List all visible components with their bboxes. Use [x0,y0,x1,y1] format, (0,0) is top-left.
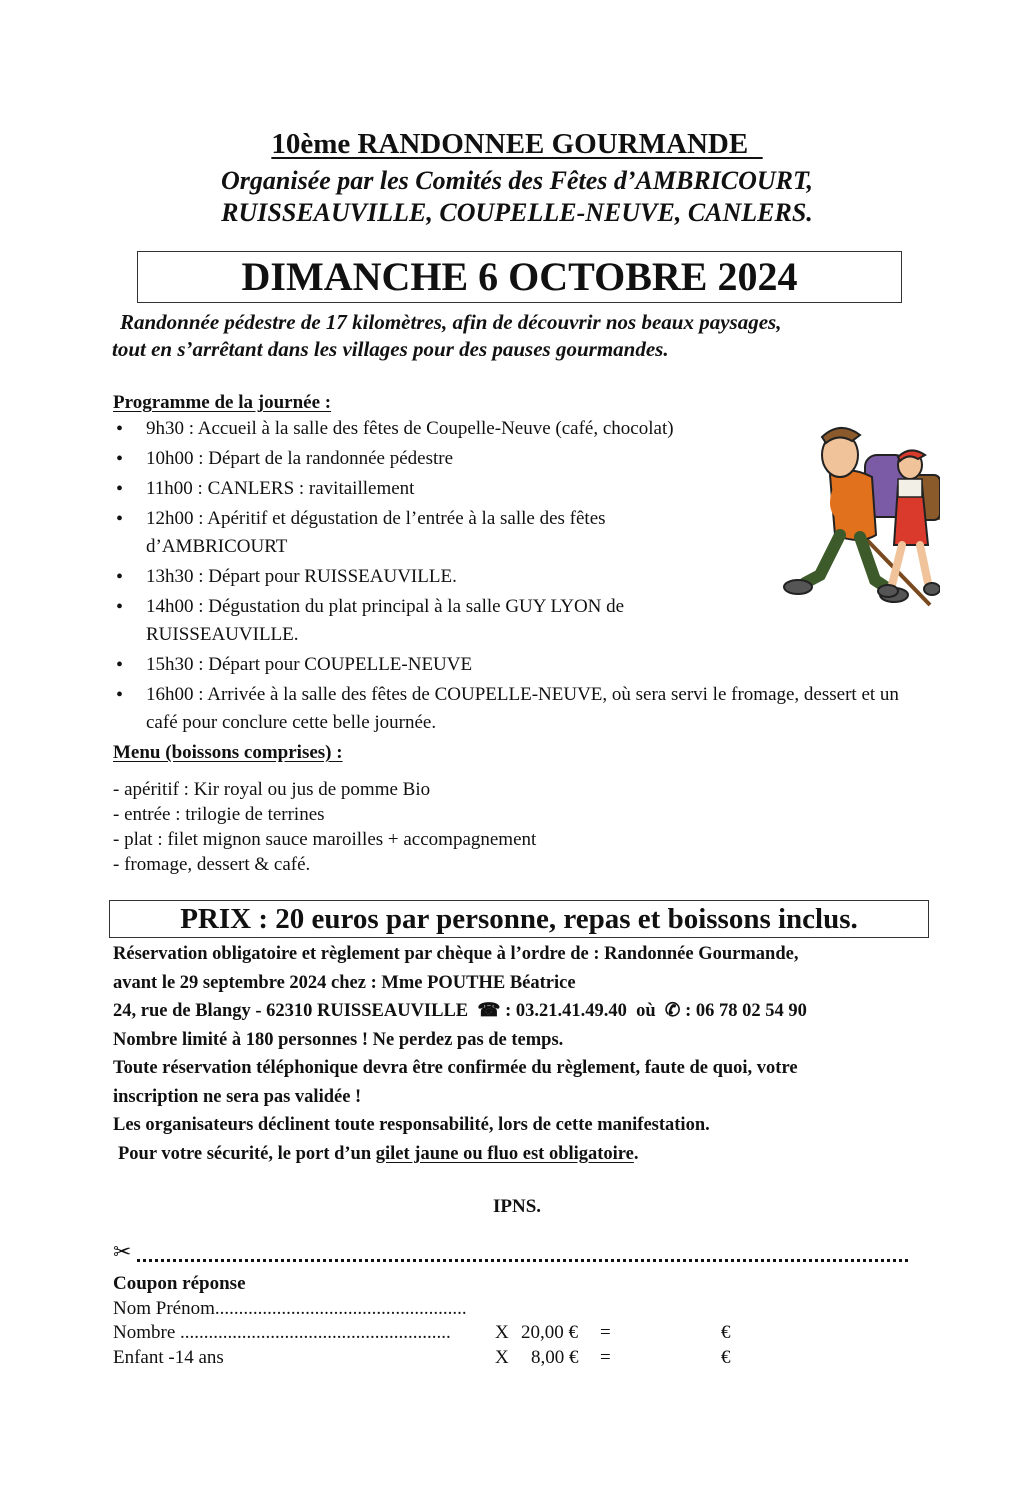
cut-line [113,1240,908,1266]
menu-list [113,777,536,877]
menu-item: - plat : filet mignon sauce maroilles + accompagnement [113,829,537,850]
menu-item: - entrée : trilogie de terrines [113,804,325,825]
programme-item: • 14h00 : Dégustation du plat principal à la salle GUY LYON de RUISSEAUVILLE. [113,593,711,649]
programme-item: • 16h00 : Arrivée à la salle des fêtes de COUPELLE-NEUVE, où sera servi le fromage, dessert et un café pour conclure cette belle journée. [113,681,906,737]
equals-sign: = [600,1346,611,1368]
phone-number: : 03.21.41.49.40 [505,1001,627,1021]
reservation-block [113,940,943,1168]
intro-line-1: Randonnée pédestre de 17 kilomètres, afin de découvrir nos beaux paysages, [120,310,782,334]
programme-item: • 15h30 : Départ pour COUPELLE-NEUVE [113,651,903,679]
contact-line [113,997,943,1026]
price-box: PRIX : 20 euros par personne, repas et boissons inclus. [109,900,929,938]
adult-row [113,1321,813,1346]
adult-price: 20,00 € [521,1322,578,1343]
programme-item: • 9h30 : Accueil à la salle des fêtes de Coupelle-Neuve (café, chocolat) [113,415,903,443]
page-title: 10ème RANDONNEE GOURMANDE [271,128,763,160]
phone-icon: ☎ [477,1001,501,1021]
programme-item: • 12h00 : Apéritif et dégustation de l’entrée à la salle des fêtes d’AMBRICOURT [113,505,706,561]
intro-line-2: tout en s’arrêtant dans les villages pour des pauses gourmandes. [112,337,669,361]
menu-heading: Menu (boissons comprises) : [113,742,343,763]
multiply-sign: X [495,1346,509,1368]
child-label: Enfant -14 ans [113,1346,224,1368]
dotted-separator [137,1259,908,1262]
reservation-line: Nombre limité à 180 personnes ! Ne perdez pas de temps. [113,1029,564,1050]
programme-item: • 13h30 : Départ pour RUISSEAUVILLE. [113,563,903,591]
mobile-number: : 06 78 02 54 90 [685,1001,807,1021]
reservation-line: avant le 29 septembre 2024 chez : Mme POUTHE Béatrice [113,972,576,993]
hikers-illustration [780,415,940,610]
safety-requirement: gilet jaune ou fluo est obligatoire [375,1143,634,1164]
programme-heading: Programme de la journée : [113,392,332,413]
coupon-form [113,1272,813,1370]
scissors-icon: ✂ [113,1240,132,1265]
organizers-line-1: Organisée par les Comités des Fêtes d’AMBRICOURT, [220,166,814,195]
menu-item: - fromage, dessert & café. [113,854,311,875]
reservation-line: Réservation obligatoire et règlement par chèque à l’ordre de : Randonnée Gourmande, [113,944,799,964]
address: 24, rue de Blangy - 62310 RUISSEAUVILLE [113,1001,469,1021]
ipns-label: IPNS. [492,1196,542,1217]
or-word: où [636,1001,656,1021]
child-row [113,1346,813,1371]
reservation-line: Les organisateurs déclinent toute responsabilité, lors de cette manifestation. [113,1115,710,1135]
safety-prefix: Pour votre sécurité, le port d’un [118,1143,376,1164]
multiply-sign: X [495,1322,509,1343]
menu-item: - apéritif : Kir royal ou jus de pomme Bio [113,779,431,800]
reservation-line: Toute réservation téléphonique devra être confirmée du règlement, faute de quoi, votre [113,1058,798,1078]
reservation-line: inscription ne sera pas validée ! [113,1086,362,1107]
coupon-heading: Coupon réponse [113,1273,246,1294]
mobile-phone-icon: ✆ [664,1001,681,1021]
name-field: Nom Prénom..................................................... [113,1297,467,1319]
child-price: 8,00 € [531,1346,579,1368]
number-field: Nombre ......................................................... [113,1322,451,1343]
euro-sign: € [721,1322,731,1343]
euro-sign: € [721,1346,731,1368]
programme-item: • 10h00 : Départ de la randonnée pédestre [113,445,903,473]
safety-line [113,1140,943,1169]
organizers-line-2: RUISSEAUVILLE, COUPELLE-NEUVE, CANLERS. [221,198,813,227]
equals-sign: = [600,1322,611,1343]
event-date-box: DIMANCHE 6 OCTOBRE 2024 [137,251,902,303]
safety-suffix: . [633,1143,639,1164]
programme-item: • 11h00 : CANLERS : ravitaillement [113,475,903,503]
